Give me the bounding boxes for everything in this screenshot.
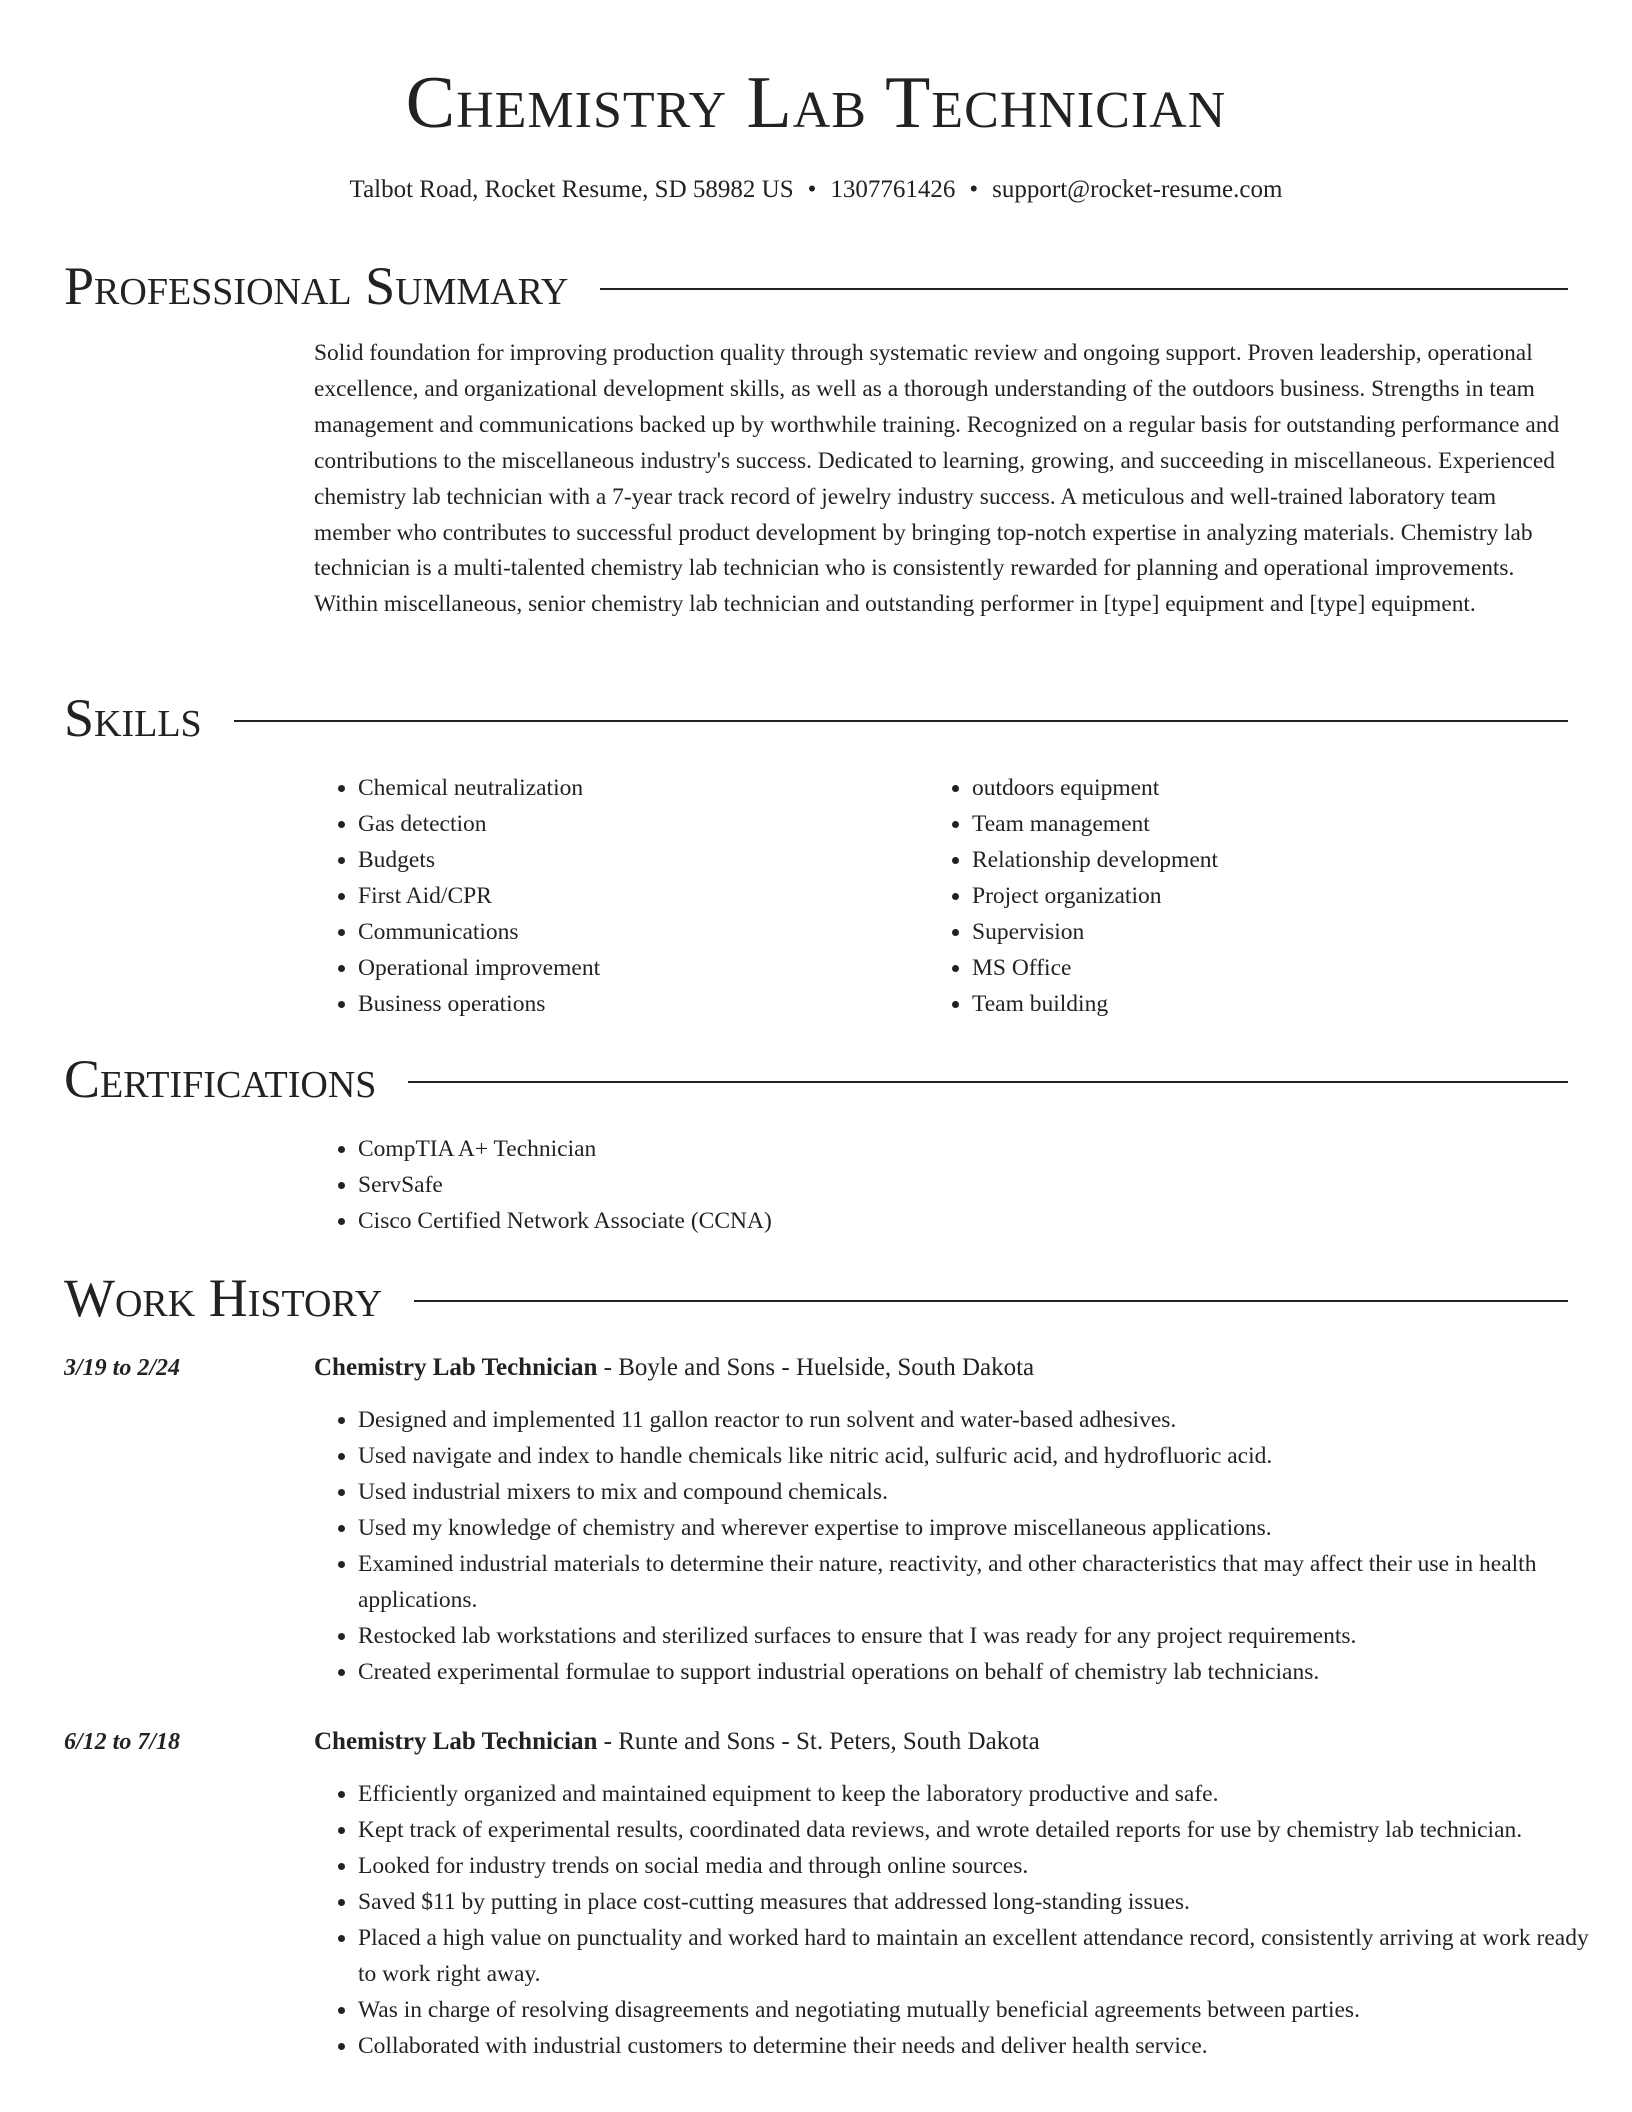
skill-item: • Project organization xyxy=(972,878,1572,914)
skill-item: • Team building xyxy=(972,986,1572,1022)
contact-phone: 1307761426 xyxy=(830,176,956,203)
job-bullets xyxy=(314,1776,1610,2064)
contact-separator: • xyxy=(969,176,979,203)
section-divider xyxy=(408,1081,1568,1083)
skill-item: • outdoors equipment xyxy=(972,770,1572,806)
summary-section-header xyxy=(64,256,1568,316)
job-bullet: • Placed a high value on punctuality and worked hard to maintain an excellent attendance record, consistently arriving at work ready to work right away. xyxy=(358,1920,1610,1992)
skills-list-left xyxy=(314,770,958,1022)
job-bullet: • Restocked lab workstations and sterilized surfaces to ensure that I was ready for any project requirements. xyxy=(358,1618,1610,1654)
job-bullet: • Designed and implemented 11 gallon reactor to run solvent and water-based adhesives. xyxy=(358,1402,1610,1438)
skill-item: • Supervision xyxy=(972,914,1572,950)
skill-item: • Budgets xyxy=(358,842,958,878)
certification-item: • Cisco Certified Network Associate (CCNA) xyxy=(358,1203,1610,1239)
certifications-list xyxy=(314,1131,1610,1239)
summary-heading: Professional Summary xyxy=(64,256,569,316)
skills-list-right xyxy=(928,770,1572,1022)
job-bullet: • Kept track of experimental results, coordinated data reviews, and wrote detailed reports for use by chemistry lab technician. xyxy=(358,1812,1610,1848)
job-title: Chemistry Lab Technician xyxy=(314,1354,598,1381)
section-divider xyxy=(600,288,1568,290)
job-bullet: • Efficiently organized and maintained equipment to keep the laboratory productive and safe. xyxy=(358,1776,1610,1812)
job-bullet: • Used navigate and index to handle chemicals like nitric acid, sulfuric acid, and hydrofluoric acid. xyxy=(358,1438,1610,1474)
skill-item: • Communications xyxy=(358,914,958,950)
certification-item: • ServSafe xyxy=(358,1167,1610,1203)
job-bullet: • Looked for industry trends on social media and through online sources. xyxy=(358,1848,1610,1884)
skill-item: • Business operations xyxy=(358,986,958,1022)
job-employer: - Boyle and Sons - Huelside, South Dakota xyxy=(597,1354,1035,1381)
contact-line xyxy=(0,172,1632,208)
job-bullet: • Used my knowledge of chemistry and wherever expertise to improve miscellaneous applications. xyxy=(358,1510,1610,1546)
skill-item: • Chemical neutralization xyxy=(358,770,958,806)
skills-section-header xyxy=(64,688,1568,748)
skill-item: • First Aid/CPR xyxy=(358,878,958,914)
job-bullet: • Was in charge of resolving disagreements and negotiating mutually beneficial agreements between parties. xyxy=(358,1992,1610,2028)
job-bullet: • Created experimental formulae to support industrial operations on behalf of chemistry lab technicians. xyxy=(358,1654,1610,1690)
job-bullet: • Collaborated with industrial customers to determine their needs and deliver health service. xyxy=(358,2028,1610,2064)
job-title: Chemistry Lab Technician xyxy=(314,1728,598,1755)
summary-text: Solid foundation for improving production quality through systematic review and ongoing support. Proven leadership, operational excellence, and organizational development skills, as well as a thorough understanding of the outdoors business. Strengths in team management and communications backed up by worthwhile training. Recognized on a regular basis for outstanding performance and contributions to the miscellaneous industry's success. Dedicated to learning, growing, and succeeding in miscellaneous. Experienced chemistry lab technician with a 7-year track record of jewelry industry success. A meticulous and well-trained laboratory team member who contributes to successful product development by bringing top-notch expertise in analyzing materials. Chemistry lab technician is a multi-talented chemistry lab technician who is consistently rewarded for planning and operational improvements. Within miscellaneous, senior chemistry lab technician and outstanding performer in [type] equipment and [type] equipment. xyxy=(314,340,1560,618)
certifications-section-header xyxy=(64,1049,1568,1109)
job-dates: 6/12 to 7/18 xyxy=(64,1729,181,1755)
job-heading xyxy=(314,1350,1034,1386)
skills-heading: Skills xyxy=(64,688,202,748)
job-bullet: • Used industrial mixers to mix and compound chemicals. xyxy=(358,1474,1610,1510)
skill-item: • Gas detection xyxy=(358,806,958,842)
skill-item: • Team management xyxy=(972,806,1572,842)
resume-name: Chemistry Lab Technician xyxy=(405,62,1227,144)
section-divider xyxy=(414,1300,1568,1302)
job-bullet: • Saved $11 by putting in place cost-cutting measures that addressed long-standing issues. xyxy=(358,1884,1610,1920)
skill-item: • MS Office xyxy=(972,950,1572,986)
job-heading xyxy=(314,1724,1040,1760)
skill-item: • Relationship development xyxy=(972,842,1572,878)
skill-item: • Operational improvement xyxy=(358,950,958,986)
job-bullets xyxy=(314,1402,1610,1690)
certifications-heading: Certifications xyxy=(64,1049,377,1109)
work-history-section-header xyxy=(64,1268,1568,1328)
job-employer: - Runte and Sons - St. Peters, South Dakota xyxy=(597,1728,1040,1755)
work-history-heading: Work History xyxy=(64,1268,383,1328)
certification-item: • CompTIA A+ Technician xyxy=(358,1131,1610,1167)
job-dates: 3/19 to 2/24 xyxy=(64,1355,181,1381)
contact-separator: • xyxy=(807,176,817,203)
contact-address: Talbot Road, Rocket Resume, SD 58982 US xyxy=(349,176,794,203)
section-divider xyxy=(234,720,1568,722)
contact-email: support@rocket-resume.com xyxy=(992,176,1283,203)
job-bullet: • Examined industrial materials to determine their nature, reactivity, and other characteristics that may affect their use in health applications. xyxy=(358,1546,1610,1618)
